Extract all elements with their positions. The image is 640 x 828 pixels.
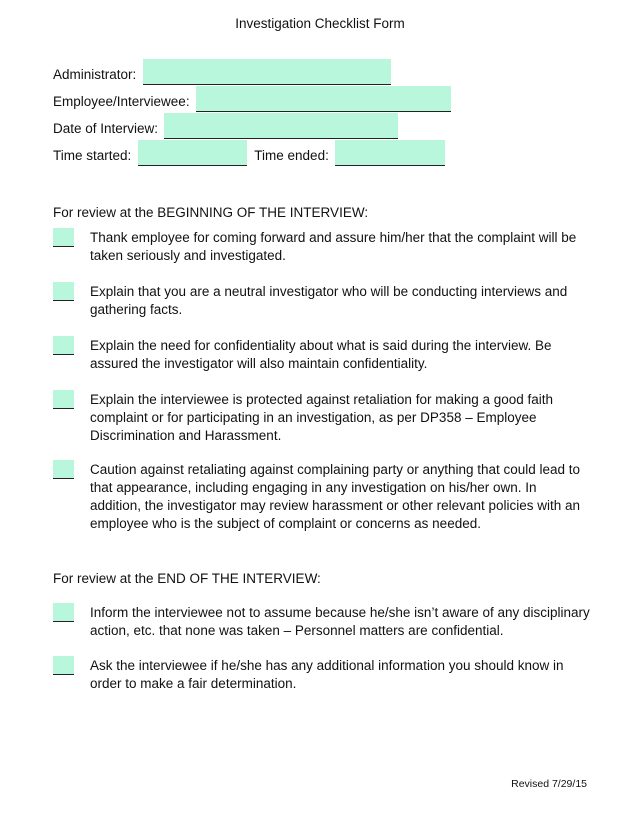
checklist-item-text: Caution against retaliating against complaining party or anything that could lead to that appearance, including engaging in any investigation on his/her own. In addition, the investigator may review harassment or other relevant policies with an employee who is the subject of complaint or concerns as needed. xyxy=(90,462,581,531)
employee-field[interactable] xyxy=(196,86,451,112)
end-heading: For review at the END OF THE INTERVIEW: xyxy=(53,571,321,586)
form-title: Investigation Checklist Form xyxy=(235,16,405,31)
checklist-checkbox[interactable] xyxy=(53,390,74,409)
employee-label: Employee/Interviewee: xyxy=(53,94,190,109)
administrator-field[interactable] xyxy=(143,59,391,85)
administrator-row xyxy=(53,59,391,85)
checklist-checkbox[interactable] xyxy=(53,656,74,675)
checklist-checkbox[interactable] xyxy=(53,228,74,247)
checklist-checkbox[interactable] xyxy=(53,282,74,301)
checklist-checkbox[interactable] xyxy=(53,603,74,622)
time-row xyxy=(53,140,445,166)
checklist-checkbox[interactable] xyxy=(53,460,74,479)
checklist-item-text: Thank employee for coming forward and assure him/her that the complaint will be taken seriously and investigated. xyxy=(90,230,577,263)
administrator-label: Administrator: xyxy=(53,67,137,82)
checklist-checkbox[interactable] xyxy=(53,336,74,355)
checklist-item-text: Inform the interviewee not to assume because he/she isn’t aware of any disciplinary action, etc. that none was taken – Personnel matters are confidential. xyxy=(90,605,590,638)
date-row xyxy=(53,113,398,139)
beginning-heading: For review at the BEGINNING OF THE INTERVIEW: xyxy=(53,205,369,220)
date-field[interactable] xyxy=(164,113,398,139)
time-ended-field[interactable] xyxy=(335,140,445,166)
checklist-item-text: Explain the need for confidentiality about what is said during the interview. Be assured the investigator will also maintain confidentiality. xyxy=(90,338,552,371)
revision-note: Revised 7/29/15 xyxy=(511,778,587,790)
time-started-field[interactable] xyxy=(138,140,247,166)
time-started-label: Time started: xyxy=(53,148,132,163)
employee-row xyxy=(53,86,451,112)
date-label: Date of Interview: xyxy=(53,121,159,136)
checklist-item-text: Explain that you are a neutral investigator who will be conducting interviews and gathering facts. xyxy=(90,284,568,317)
checklist-item-text: Ask the interviewee if he/she has any additional information you should know in order to make a fair determination. xyxy=(90,658,564,691)
time-ended-label: Time ended: xyxy=(254,148,329,163)
checklist-item-text: Explain the interviewee is protected against retaliation for making a good faith complaint or for participating in an investigation, as per DP358 – Employee Discrimination and Harassment. xyxy=(90,392,554,443)
